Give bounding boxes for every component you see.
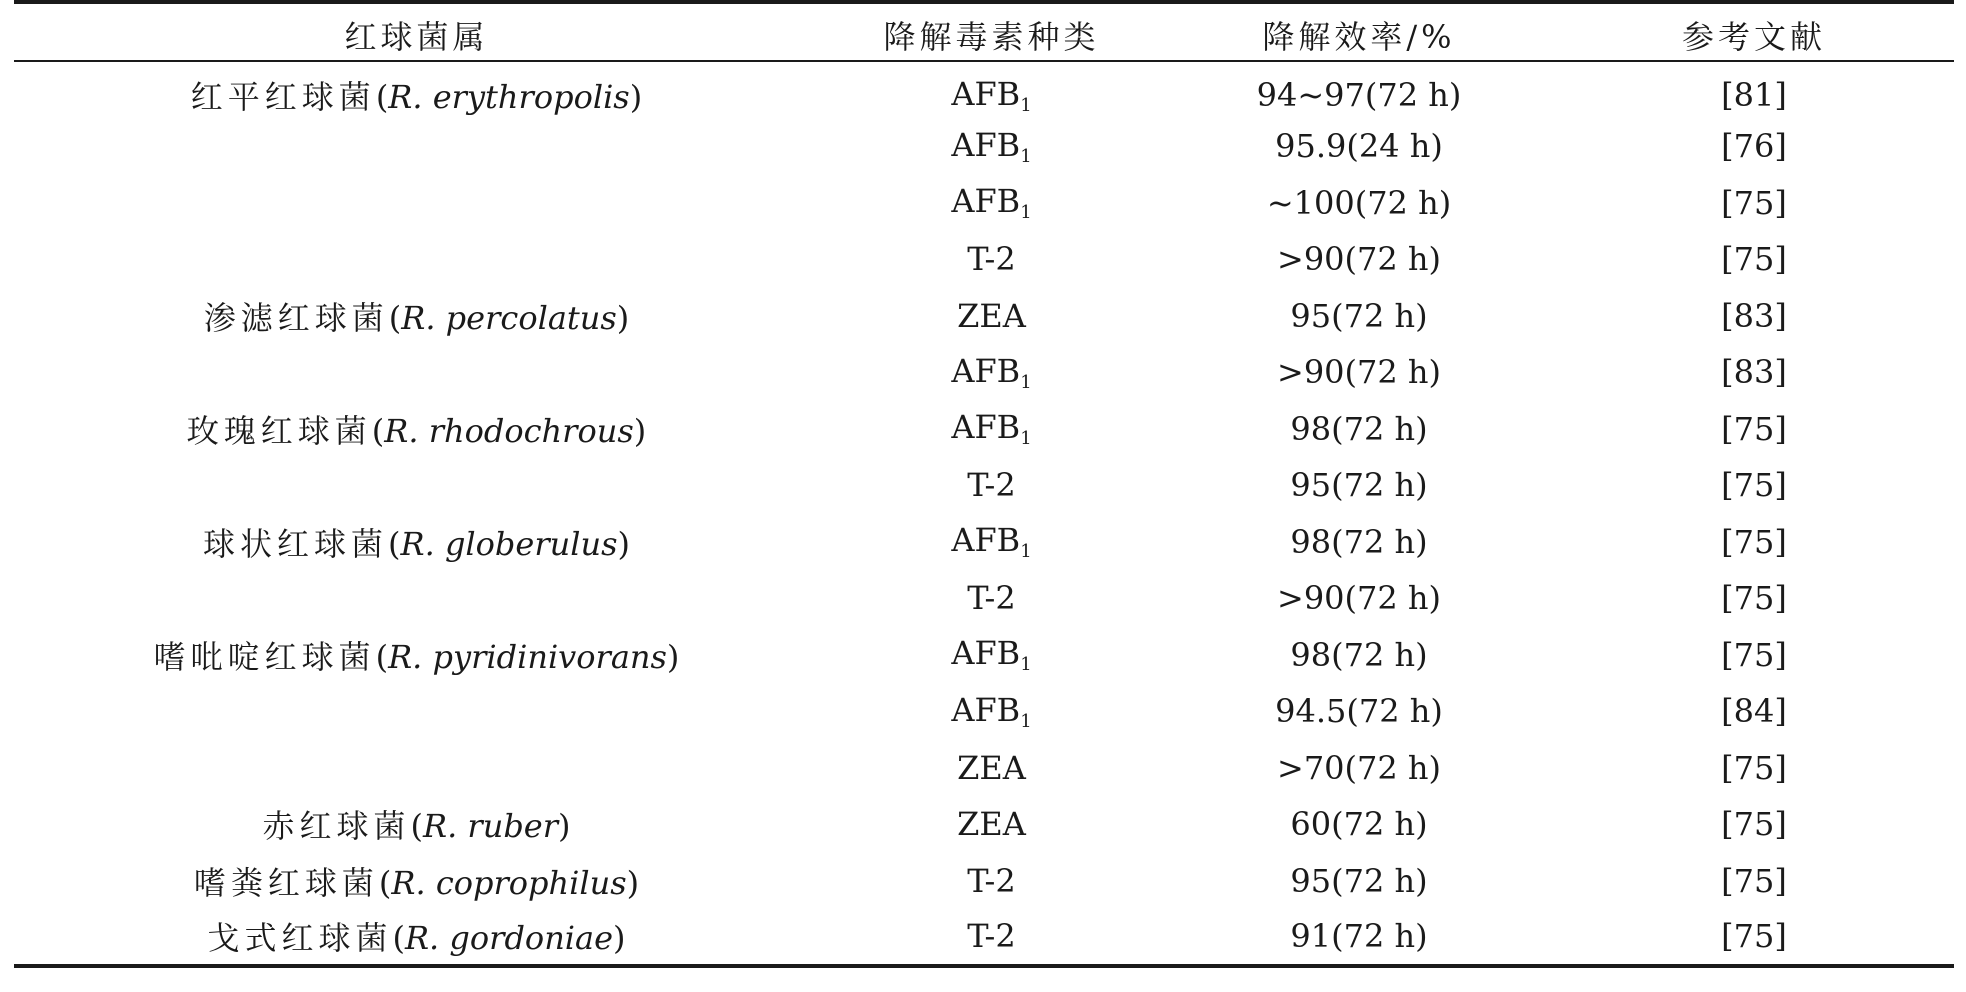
efficiency-cell: 60(72 h)	[1290, 805, 1428, 844]
table-row	[14, 570, 1954, 627]
toxin-cell	[819, 627, 1164, 684]
table-row	[14, 683, 1954, 740]
toxin-cell	[819, 401, 1164, 458]
efficiency-cell: 98(72 h)	[1290, 409, 1428, 448]
table-header	[14, 2, 1954, 61]
toxin-name: T-2	[967, 861, 1016, 900]
table-row	[14, 344, 1954, 401]
reference-cell: [84]	[1721, 692, 1787, 731]
table-row	[14, 514, 1954, 571]
table-row	[14, 740, 1954, 797]
efficiency-cell: 94~97(72 h)	[1256, 76, 1462, 114]
efficiency-cell: 95(72 h)	[1290, 466, 1428, 505]
species-cell: 玫瑰红球菌(R. rhodochrous)	[186, 411, 647, 450]
species-chinese-name: 嗜吡啶红球菌	[153, 637, 376, 676]
species-cell: 球状红球菌(R. globerulus)	[203, 524, 630, 563]
species-latin-name: R. globerulus	[400, 524, 618, 563]
species-cell	[14, 118, 819, 175]
efficiency-cell: 95(72 h)	[1290, 861, 1428, 900]
reference-cell: [75]	[1721, 409, 1787, 448]
reference-cell: [81]	[1721, 76, 1787, 114]
species-chinese-name: 球状红球菌	[203, 524, 389, 563]
species-cell: 赤红球菌(R. ruber)	[262, 807, 571, 846]
table-row	[14, 118, 1954, 175]
species-chinese-name: 玫瑰红球菌	[186, 411, 372, 450]
table-row	[14, 853, 1954, 910]
toxin-subscript: 1	[1020, 428, 1032, 450]
efficiency-cell: >70(72 h)	[1277, 748, 1441, 787]
species-chinese-name: 渗滤红球菌	[203, 298, 389, 337]
toxin-cell	[819, 288, 1164, 345]
species-cell	[14, 457, 819, 514]
efficiency-cell: 94.5(72 h)	[1275, 692, 1443, 731]
species-latin-name: R. gordoniae	[404, 919, 614, 958]
header-reference: 参考文献	[1554, 2, 1954, 61]
toxin-name: ZEA	[957, 805, 1026, 844]
species-cell	[14, 570, 819, 627]
header-genus: 红球菌属	[14, 2, 819, 61]
toxin-name: AFB	[951, 74, 1021, 113]
toxin-name: AFB	[951, 521, 1021, 560]
efficiency-cell: 95.9(24 h)	[1275, 127, 1443, 166]
species-latin-name: R. percolatus	[401, 298, 617, 337]
toxin-name: AFB	[951, 182, 1021, 221]
reference-cell: [75]	[1721, 522, 1787, 561]
efficiency-cell: ~100(72 h)	[1266, 183, 1452, 222]
toxin-subscript: 1	[1020, 145, 1032, 167]
toxin-cell	[819, 570, 1164, 627]
toxin-name: ZEA	[957, 296, 1026, 335]
toxin-cell	[819, 175, 1164, 232]
species-chinese-name: 嗜粪红球菌	[193, 863, 379, 902]
table-row	[14, 288, 1954, 345]
toxin-cell	[819, 457, 1164, 514]
reference-cell: [75]	[1554, 909, 1954, 966]
toxin-cell	[819, 514, 1164, 571]
reference-cell: [75]	[1721, 635, 1787, 674]
reference-cell: [75]	[1721, 805, 1787, 844]
reference-cell: [83]	[1721, 353, 1787, 392]
toxin-name: ZEA	[957, 748, 1026, 787]
efficiency-cell: >90(72 h)	[1277, 353, 1441, 392]
species-latin-name: R. erythropolis	[388, 78, 630, 116]
species-cell	[14, 344, 819, 401]
species-cell	[14, 683, 819, 740]
species-chinese-name: 赤红球菌	[262, 807, 411, 846]
toxin-cell	[819, 796, 1164, 853]
table-row	[14, 796, 1954, 853]
species-cell	[14, 231, 819, 288]
toxin-cell	[819, 118, 1164, 175]
species-cell: 渗滤红球菌(R. percolatus)	[203, 298, 630, 337]
toxin-subscript: 1	[1020, 202, 1032, 224]
toxin-subscript: 1	[1020, 654, 1032, 676]
rhodococcus-degradation-table	[14, 0, 1954, 968]
toxin-subscript: 1	[1020, 541, 1032, 563]
species-latin-name: R. rhodochrous	[384, 411, 634, 450]
efficiency-cell: 95(72 h)	[1290, 296, 1428, 335]
toxin-name: AFB	[951, 351, 1021, 390]
header-row	[14, 2, 1954, 61]
species-latin-name: R. coprophilus	[391, 863, 627, 902]
toxin-cell	[819, 853, 1164, 910]
efficiency-cell: 98(72 h)	[1290, 522, 1428, 561]
table-body	[14, 61, 1954, 966]
header-toxin-type: 降解毒素种类	[819, 2, 1164, 61]
table-row	[14, 231, 1954, 288]
species-cell	[14, 740, 819, 797]
header-efficiency: 降解效率/%	[1164, 2, 1554, 61]
toxin-cell	[819, 61, 1164, 118]
reference-cell: [75]	[1721, 861, 1787, 900]
reference-cell: [83]	[1721, 296, 1787, 335]
species-chinese-name: 戈式红球菌	[207, 919, 393, 958]
toxin-name: AFB	[951, 690, 1021, 729]
table-row	[14, 627, 1954, 684]
toxin-subscript: 1	[1020, 94, 1032, 116]
efficiency-cell: 98(72 h)	[1290, 635, 1428, 674]
degradation-table-container	[14, 0, 1954, 968]
reference-cell: [75]	[1721, 748, 1787, 787]
table-row	[14, 457, 1954, 514]
toxin-name: AFB	[951, 634, 1021, 673]
reference-cell: [75]	[1721, 240, 1787, 279]
toxin-cell	[819, 231, 1164, 288]
table-row	[14, 61, 1954, 118]
toxin-subscript: 1	[1020, 371, 1032, 393]
reference-cell: [75]	[1721, 579, 1787, 618]
species-cell	[14, 175, 819, 232]
toxin-cell	[819, 909, 1164, 966]
species-chinese-name: 红平红球菌	[190, 78, 376, 116]
toxin-name: T-2	[967, 917, 1016, 956]
toxin-name: AFB	[951, 408, 1021, 447]
reference-cell: [75]	[1721, 466, 1787, 505]
species-latin-name: R. ruber	[422, 807, 559, 846]
toxin-name: T-2	[967, 579, 1016, 618]
toxin-name: AFB	[951, 125, 1021, 164]
toxin-subscript: 1	[1020, 710, 1032, 732]
species-cell: 红平红球菌(R. erythropolis)	[190, 78, 643, 116]
species-cell: 戈式红球菌(R. gordoniae)	[14, 909, 819, 966]
toxin-cell	[819, 740, 1164, 797]
table-row	[14, 175, 1954, 232]
toxin-name: T-2	[967, 240, 1016, 279]
reference-cell: [76]	[1721, 127, 1787, 166]
table-row	[14, 909, 1954, 966]
table-row	[14, 401, 1954, 458]
toxin-cell	[819, 344, 1164, 401]
toxin-name: T-2	[967, 466, 1016, 505]
reference-cell: [75]	[1721, 183, 1787, 222]
toxin-cell	[819, 683, 1164, 740]
species-cell: 嗜粪红球菌(R. coprophilus)	[193, 863, 640, 902]
species-latin-name: R. pyridinivorans	[388, 637, 667, 676]
efficiency-cell: 91(72 h)	[1164, 909, 1554, 966]
efficiency-cell: >90(72 h)	[1277, 579, 1441, 618]
species-cell: 嗜吡啶红球菌(R. pyridinivorans)	[153, 637, 680, 676]
efficiency-cell: >90(72 h)	[1277, 240, 1441, 279]
